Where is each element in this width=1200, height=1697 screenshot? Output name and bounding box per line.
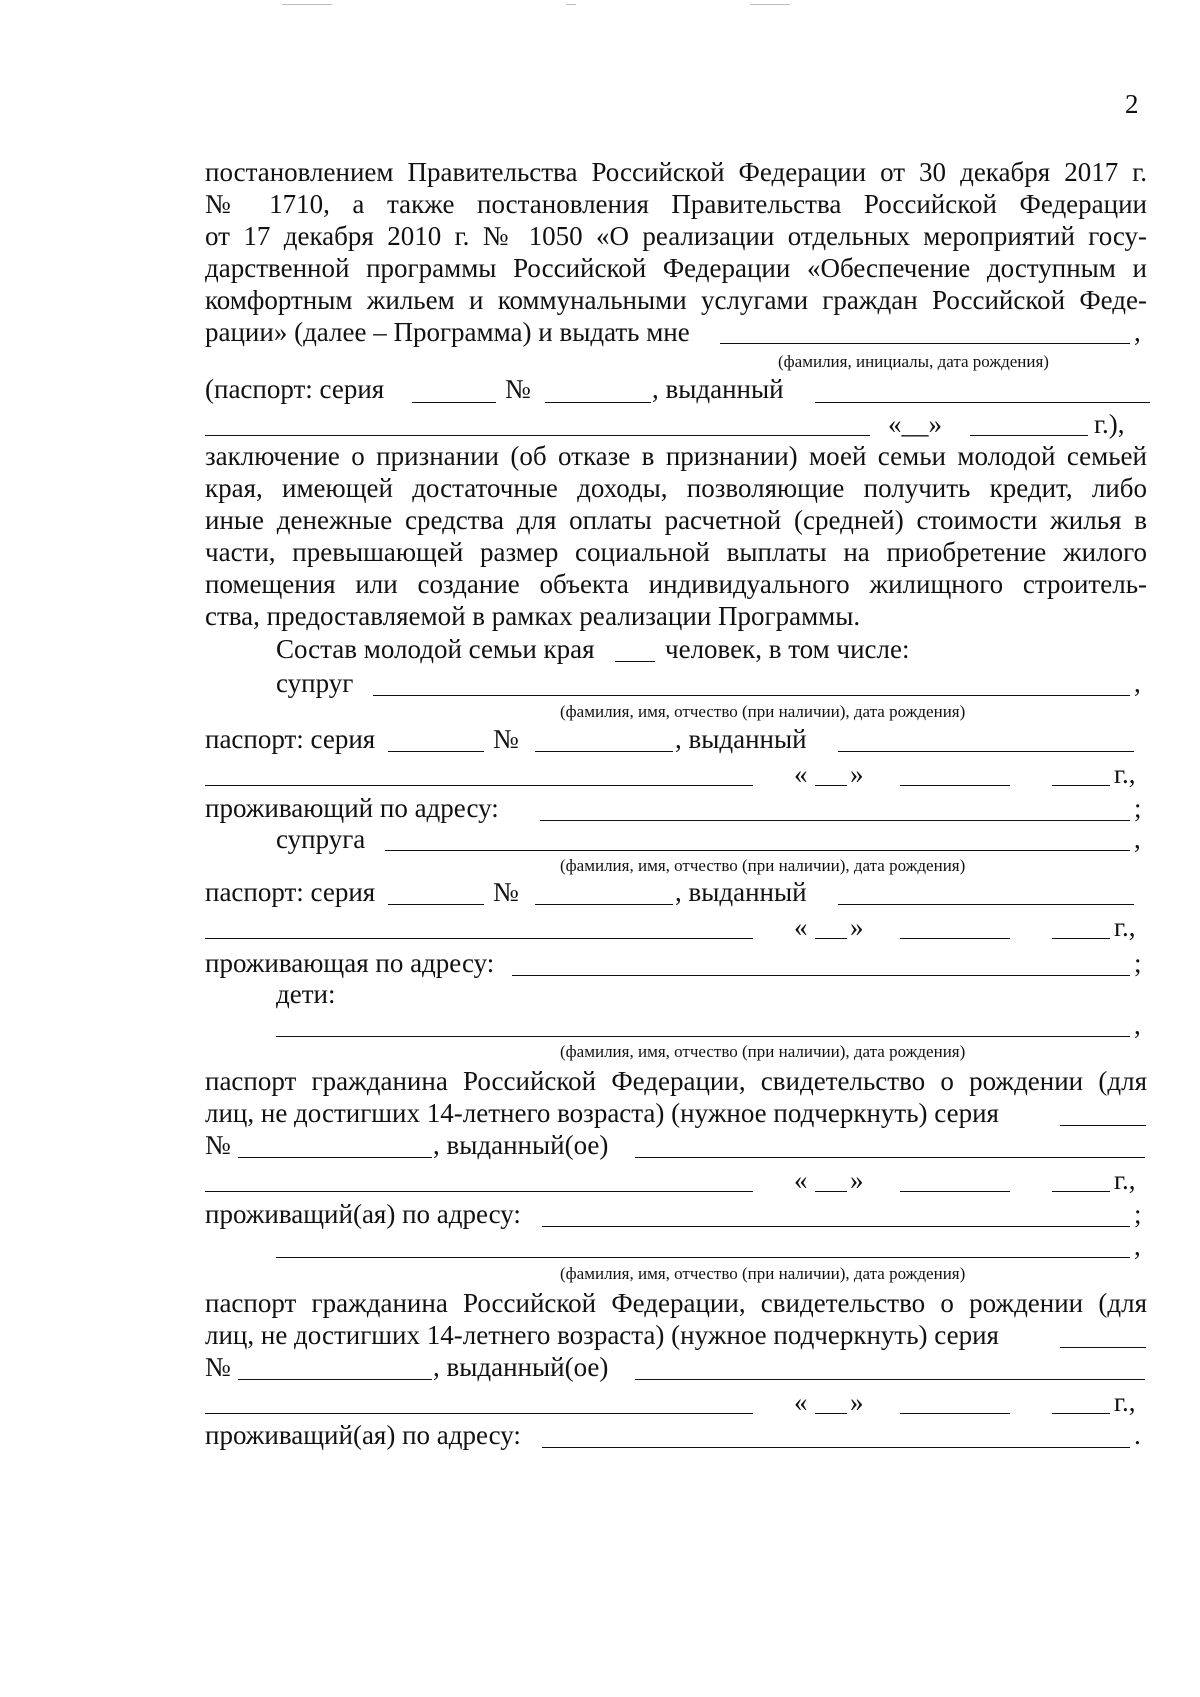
body-line: ства, предоставляемой в рамках реализации Программы. <box>205 601 861 631</box>
number-blank[interactable] <box>238 1379 432 1380</box>
series-blank[interactable] <box>388 751 484 752</box>
date-quote-open: « <box>794 759 808 789</box>
number-blank[interactable] <box>238 1157 432 1158</box>
date-quote-open: « <box>794 1165 808 1195</box>
month-blank[interactable] <box>900 1413 1010 1414</box>
comma: , <box>1134 668 1141 698</box>
year-blank[interactable] <box>1052 1413 1110 1414</box>
day-blank[interactable] <box>815 785 847 786</box>
semicolon: ; <box>1134 948 1142 978</box>
date-quote-close: » <box>850 1387 864 1417</box>
issued-blank[interactable] <box>635 1157 1145 1158</box>
spouse-f-blank[interactable] <box>385 850 1130 851</box>
year-label: г., <box>1114 1165 1136 1195</box>
number-blank[interactable] <box>535 751 673 752</box>
address-blank[interactable] <box>542 1226 1130 1227</box>
year-label: г., <box>1114 1387 1136 1417</box>
spouse-m-blank[interactable] <box>373 695 1130 696</box>
issued-blank[interactable] <box>838 751 1134 752</box>
address-blank[interactable] <box>540 820 1130 821</box>
scan-mark <box>566 4 576 5</box>
date-quote-close: » <box>850 912 864 942</box>
issued-blank[interactable] <box>205 1413 753 1414</box>
date-quote-close: » <box>850 759 864 789</box>
comma: , <box>1134 1231 1141 1261</box>
month-blank[interactable] <box>970 435 1088 436</box>
body-line: постановлением Правительства Российской Федерации от 30 декабря 2017 г. <box>205 157 1147 187</box>
issued-blank[interactable] <box>838 904 1134 905</box>
year-blank[interactable] <box>1052 785 1110 786</box>
body-line: края, имеющей достаточные доходы, позволяющие получить кредит, либо <box>205 473 1147 503</box>
semicolon: ; <box>1134 793 1142 823</box>
child-doc-line: лиц, не достигших 14-летнего возраста) (нужное подчеркнуть) серия <box>205 1320 999 1350</box>
body-line: заключение о признании (об отказе в признании) моей семьи молодой семьей <box>205 441 1147 471</box>
year-blank[interactable] <box>1052 938 1110 939</box>
issued-blank[interactable] <box>205 938 753 939</box>
year-close: г.), <box>1094 409 1125 439</box>
comma: , <box>1134 317 1141 347</box>
year-blank[interactable] <box>1052 1191 1110 1192</box>
month-blank[interactable] <box>900 785 1010 786</box>
address-blank[interactable] <box>512 975 1130 976</box>
month-blank[interactable] <box>900 1191 1010 1192</box>
issued-label: , выданный <box>675 724 807 754</box>
spouse-m-label: супруг <box>276 668 354 698</box>
address-label: проживающая по адресу: <box>205 948 495 978</box>
scan-mark <box>750 4 790 5</box>
semicolon: ; <box>1134 1199 1142 1229</box>
family-label: Состав молодой семьи края <box>276 634 595 664</box>
number-sign: № <box>493 724 519 754</box>
page-number: 2 <box>1125 89 1139 119</box>
body-line: дарственной программы Российской Федерации «Обеспечение доступным и <box>205 253 1147 283</box>
series-blank[interactable] <box>412 402 496 403</box>
scan-mark <box>282 4 332 5</box>
date-quote-close: » <box>850 1165 864 1195</box>
body-line: № 1710, а также постановления Правительства Российской Федерации <box>205 189 1147 219</box>
address-label: проживащий(ая) по адресу: <box>205 1420 521 1450</box>
issued-blank[interactable] <box>205 435 870 436</box>
month-blank[interactable] <box>900 938 1010 939</box>
child-name-blank[interactable] <box>276 1036 1130 1037</box>
spouse-f-label: супруга <box>276 824 366 854</box>
number-blank[interactable] <box>545 402 651 403</box>
body-line: иные денежные средства для оплаты расчетной (средней) стоимости жилья в <box>205 505 1147 535</box>
date-quote-open: « <box>794 912 808 942</box>
comma: , <box>1134 1010 1141 1040</box>
hint-label: (фамилия, имя, отчество (при наличии), дата рождения) <box>560 1264 966 1283</box>
day-blank[interactable] <box>815 938 847 939</box>
hint-label: (фамилия, инициалы, дата рождения) <box>778 352 1049 371</box>
issued-label: , выданный(ое) <box>433 1352 609 1382</box>
issued-blank[interactable] <box>205 1191 753 1192</box>
year-label: г., <box>1114 912 1136 942</box>
number-sign: № <box>205 1130 231 1160</box>
body-line: части, превышающей размер социальной выплаты на приобретение жилого <box>205 537 1147 567</box>
number-sign: № <box>505 374 531 404</box>
child-doc-line: лиц, не достигших 14-летнего возраста) (нужное подчеркнуть) серия <box>205 1098 999 1128</box>
issued-blank[interactable] <box>205 785 753 786</box>
day-blank[interactable] <box>815 1413 847 1414</box>
fill-blank[interactable] <box>720 343 1130 344</box>
year-label: г., <box>1114 759 1136 789</box>
issued-label: , выданный <box>675 877 807 907</box>
day-blank[interactable] <box>815 1191 847 1192</box>
address-blank[interactable] <box>542 1447 1130 1448</box>
passport-label: (паспорт: серия <box>205 374 385 404</box>
children-label: дети: <box>276 979 336 1009</box>
number-blank[interactable] <box>535 904 673 905</box>
issued-label: , выданный(ое) <box>433 1130 609 1160</box>
issued-label: , выданный <box>652 374 784 404</box>
series-blank[interactable] <box>1060 1347 1146 1348</box>
hint-label: (фамилия, имя, отчество (при наличии), дата рождения) <box>560 702 966 721</box>
child-doc-line: паспорт гражданина Российской Федерации, свидетельство о рождении (для <box>205 1288 1147 1318</box>
passport-label: паспорт: серия <box>205 877 376 907</box>
family-count-blank[interactable] <box>615 661 655 662</box>
body-line: рации» (далее – Программа) и выдать мне <box>205 317 690 347</box>
date-quote: «__» <box>888 409 942 439</box>
comma: , <box>1134 824 1141 854</box>
family-label-end: человек, в том числе: <box>665 634 910 664</box>
passport-label: паспорт: серия <box>205 724 376 754</box>
address-label: проживающий по адресу: <box>205 793 499 823</box>
date-quote-open: « <box>794 1387 808 1417</box>
series-blank[interactable] <box>388 904 484 905</box>
series-blank[interactable] <box>1060 1125 1146 1126</box>
child-doc-line: паспорт гражданина Российской Федерации, свидетельство о рождении (для <box>205 1066 1147 1096</box>
body-line: помещения или создание объекта индивидуального жилищного строитель- <box>205 569 1147 599</box>
number-sign: № <box>493 877 519 907</box>
issued-blank[interactable] <box>635 1379 1145 1380</box>
hint-label: (фамилия, имя, отчество (при наличии), дата рождения) <box>560 1042 966 1061</box>
hint-label: (фамилия, имя, отчество (при наличии), дата рождения) <box>560 856 966 875</box>
period: . <box>1134 1420 1141 1450</box>
body-line: от 17 декабря 2010 г. № 1050 «О реализации отдельных мероприятий госу- <box>205 221 1147 251</box>
body-line: комфортным жильем и коммунальными услугами граждан Российской Феде- <box>205 285 1147 315</box>
issued-blank[interactable] <box>815 402 1150 403</box>
child-name-blank[interactable] <box>276 1257 1130 1258</box>
number-sign: № <box>205 1352 231 1382</box>
address-label: проживащий(ая) по адресу: <box>205 1199 521 1229</box>
